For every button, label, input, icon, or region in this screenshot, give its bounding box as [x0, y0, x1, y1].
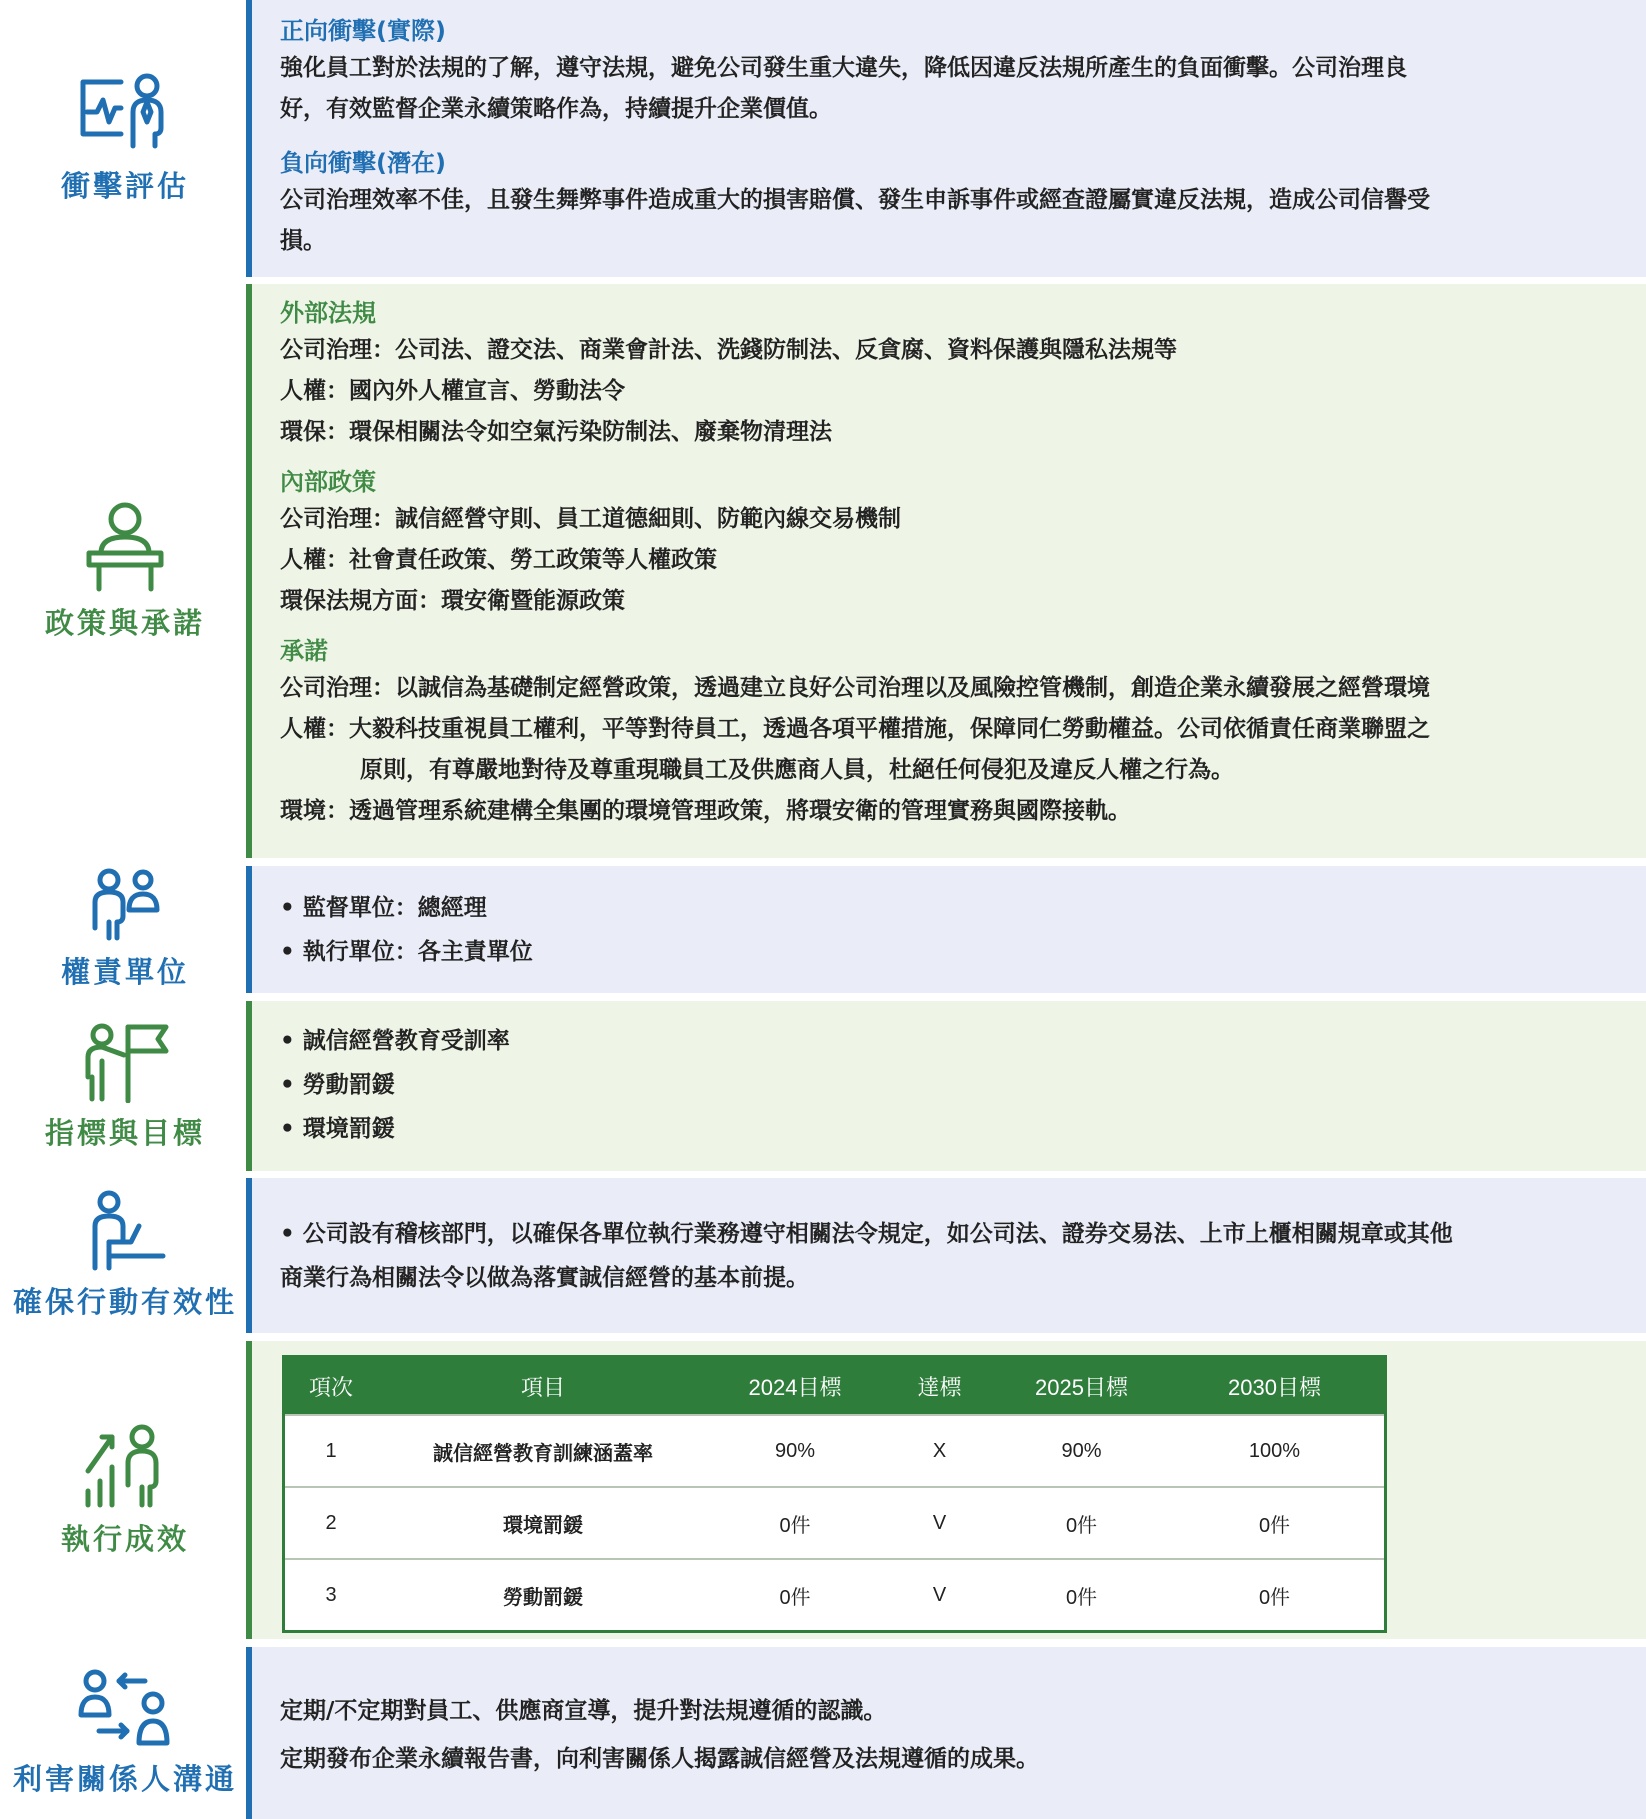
section-stakeholder: [0, 1647, 1646, 1819]
commitment-title: 承諾: [280, 637, 328, 665]
cell-2024-target: 0件: [709, 1559, 881, 1632]
section-indicators: [0, 1001, 1646, 1171]
effectiveness-panel: [246, 1178, 1646, 1333]
col-header-index: 項次: [284, 1357, 378, 1416]
policy-panel: [246, 284, 1646, 858]
commitment-governance: 公司治理：以誠信為基礎制定經營政策，透過建立良好公司治理以及風險控管機制，創造企業永續發展之經營環境: [280, 675, 1430, 701]
effectiveness-label: 確保行動有效性: [12, 1285, 237, 1319]
col-header-item: 項目: [377, 1357, 709, 1416]
external-line-1: 公司治理：公司法、證交法、商業會計法、洗錢防制法、反貪腐、資料保護與隱私法規等: [280, 337, 1177, 363]
col-header-2024-target: 2024目標: [709, 1357, 881, 1416]
cell-index: 1: [284, 1415, 378, 1487]
effectiveness-line-1: • 公司設有稽核部門，以確保各單位執行業務遵守相關法令規定，如公司法、證券交易法、上市上櫃相關規章或其他: [280, 1212, 1616, 1256]
cell-index: 2: [284, 1487, 378, 1559]
performance-panel: [246, 1341, 1646, 1639]
cell-index: 3: [284, 1559, 378, 1632]
growth-bars-person-icon: [80, 1423, 170, 1509]
policy-label: 政策與承諾: [44, 605, 205, 640]
col-header-achieved: 達標: [881, 1357, 998, 1416]
positive-impact-line-1: 強化員工對於法規的了解，遵守法規，避免公司發生重大違失，降低因違反法規所產生的負面衝擊。公司治理良: [280, 55, 1407, 81]
cell-achieved: V: [881, 1487, 998, 1559]
external-line-2: 人權：國內外人權宣言、勞動法令: [280, 378, 625, 404]
cell-2024-target: 0件: [709, 1487, 881, 1559]
external-regulations-title: 外部法規: [280, 299, 376, 327]
positive-impact-line-2: 好，有效監督企業永續策略作為，持續提升企業價值。: [280, 96, 832, 122]
table-header-row: [284, 1357, 1386, 1416]
col-header-2025-target: 2025目標: [998, 1357, 1165, 1416]
impact-label: 衝擊評估: [60, 169, 189, 203]
stakeholder-label-col: [0, 1647, 250, 1819]
negative-impact-line-2: 損。: [280, 228, 326, 254]
internal-line-2: 人權：社會責任政策、勞工政策等人權政策: [280, 547, 717, 573]
col-header-2030-target: 2030目標: [1165, 1357, 1386, 1416]
cell-2025-target: 0件: [998, 1487, 1165, 1559]
person-at-laptop-icon: [83, 1190, 167, 1272]
cell-achieved: V: [881, 1559, 998, 1632]
section-impact: [0, 0, 1646, 277]
cell-2025-target: 90%: [998, 1415, 1165, 1487]
impact-panel: [246, 0, 1646, 277]
responsibility-panel: [246, 866, 1646, 993]
exchange-persons-icon: [75, 1669, 175, 1749]
cell-2030-target: 0件: [1165, 1487, 1386, 1559]
impact-label-col: [0, 0, 250, 277]
cell-item: 勞動罰鍰: [377, 1559, 709, 1632]
person-at-desk-icon: [83, 501, 167, 593]
stakeholder-line-1: 定期/不定期對員工、供應商宣導，提升對法規遵循的認識。: [280, 1698, 887, 1724]
cell-achieved: X: [881, 1415, 998, 1487]
table-row: [284, 1559, 1386, 1632]
internal-line-1: 公司治理：誠信經營守則、員工道德細則、防範內線交易機制: [280, 506, 901, 532]
positive-impact-title: 正向衝擊(實際): [280, 17, 446, 45]
section-effectiveness: [0, 1178, 1646, 1333]
cell-2030-target: 0件: [1165, 1559, 1386, 1632]
cell-item: 環境罰鍰: [377, 1487, 709, 1559]
negative-impact-line-1: 公司治理效率不佳，且發生舞弊事件造成重大的損害賠償、發生申訴事件或經查證屬實違反法規，造成公司信譽受: [280, 187, 1430, 213]
external-line-3: 環保：環保相關法令如空氣污染防制法、廢棄物清理法: [280, 419, 832, 445]
policy-label-col: [0, 284, 250, 858]
person-with-flag-icon: [78, 1021, 172, 1103]
section-performance: [0, 1341, 1646, 1639]
indicators-panel: [246, 1001, 1646, 1171]
section-policy: [0, 284, 1646, 858]
two-persons-icon: [83, 868, 167, 942]
commitment-environment: 環境：透過管理系統建構全集團的環境管理政策，將環安衛的管理實務與國際接軌。: [280, 798, 1131, 824]
effectiveness-line-2: 商業行為相關法令以做為落實誠信經營的基本前提。: [280, 1265, 809, 1291]
cell-2030-target: 100%: [1165, 1415, 1386, 1487]
table-row: [284, 1487, 1386, 1559]
indicator-item-1: • 誠信經營教育受訓率: [280, 1019, 1616, 1063]
indicators-label: 指標與目標: [44, 1115, 205, 1150]
responsibility-label: 權責單位: [60, 955, 189, 989]
indicator-item-3: • 環境罰鍰: [280, 1107, 1616, 1151]
negative-impact-title: 負向衝擊(潛在): [280, 149, 446, 177]
cell-item: 誠信經營教育訓練涵蓋率: [377, 1415, 709, 1487]
performance-table: [282, 1355, 1387, 1633]
effectiveness-label-col: [0, 1178, 250, 1333]
table-row: [284, 1415, 1386, 1487]
internal-policy-title: 內部政策: [280, 468, 376, 496]
performance-label: 執行成效: [60, 1521, 189, 1556]
responsibility-label-col: [0, 866, 250, 993]
indicators-label-col: [0, 1001, 250, 1171]
commitment-human-rights-2: 原則，有尊嚴地對待及尊重現職員工及供應商人員，杜絕任何侵犯及違反人權之行為。: [360, 757, 1234, 783]
responsibility-item-1: • 監督單位：總經理: [280, 886, 1616, 930]
indicator-item-2: • 勞動罰鍰: [280, 1063, 1616, 1107]
responsibility-item-2: • 執行單位：各主責單位: [280, 930, 1616, 974]
stakeholder-line-2: 定期發布企業永續報告書，向利害關係人揭露誠信經營及法規遵循的成果。: [280, 1746, 1039, 1772]
cell-2024-target: 90%: [709, 1415, 881, 1487]
commitment-human-rights-1: 人權：大毅科技重視員工權利，平等對待員工，透過各項平權措施，保障同仁勞動權益。公司依循責任商業聯盟之: [280, 716, 1430, 742]
stakeholder-label: 利害關係人溝通: [12, 1761, 237, 1796]
internal-line-3: 環保法規方面：環安衛暨能源政策: [280, 588, 625, 614]
performance-label-col: [0, 1341, 250, 1639]
stakeholder-panel: [246, 1647, 1646, 1819]
chart-person-icon: [75, 72, 175, 156]
section-responsibility: [0, 866, 1646, 993]
cell-2025-target: 0件: [998, 1559, 1165, 1632]
